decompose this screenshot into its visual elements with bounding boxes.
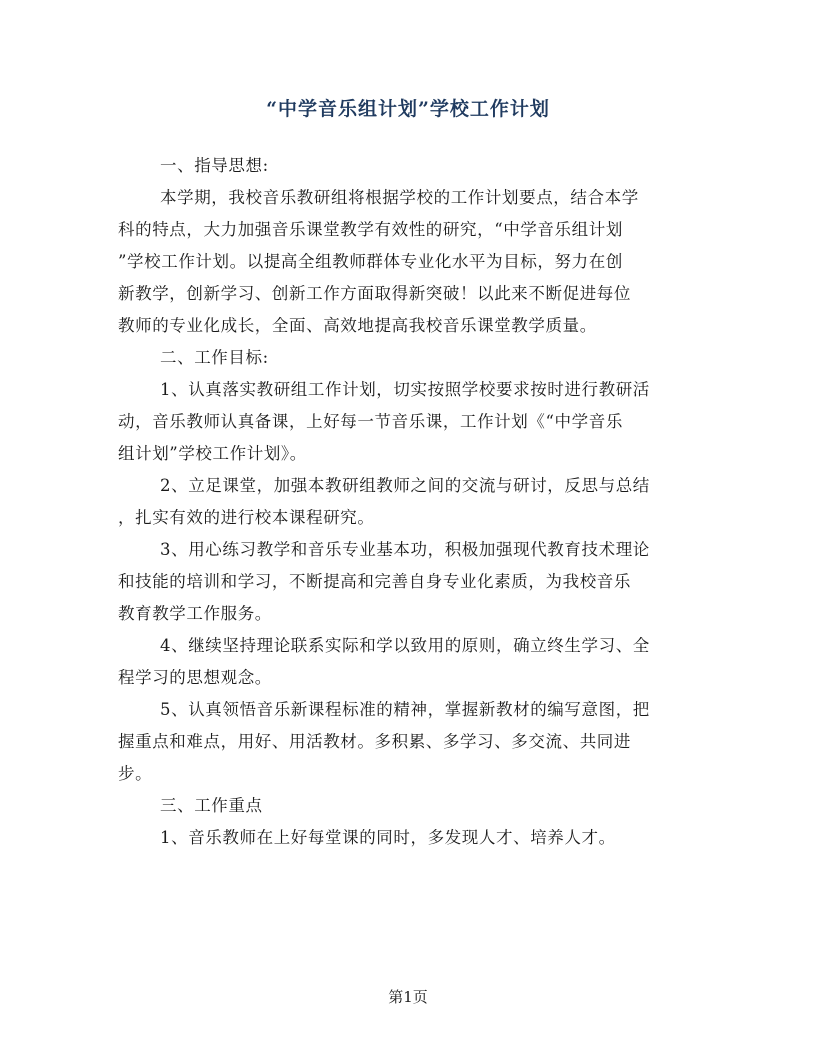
body-line: 2、立足课堂，加强本教研组教师之间的交流与研讨，反思与总结 [160, 476, 650, 495]
body-line: 本学期，我校音乐教研组将根据学校的工作计划要点，结合本学 [160, 188, 639, 207]
body-line: 1、认真落实教研组工作计划，切实按照学校要求按时进行教研活 [160, 380, 650, 399]
body-line: ，扎实有效的进行校本课程研究。 [118, 508, 375, 527]
document-title: “中学音乐组计划”学校工作计划 [266, 98, 550, 120]
body-line: 教师的专业化成长，全面、高效地提高我校音乐课堂教学质量。 [118, 316, 597, 335]
body-line: 1、音乐教师在上好每堂课的同时，多发现人才、培养人才。 [160, 828, 616, 847]
body-line: 3、用心练习教学和音乐专业基本功，积极加强现代教育技术理论 [160, 540, 650, 559]
body-line: 握重点和难点，用好、用活教材。多积累、多学习、多交流、共同进 [118, 732, 631, 751]
body-line: ”学校工作计划。以提高全组教师群体专业化水平为目标，努力在创 [118, 252, 623, 271]
body-line: 科的特点，大力加强音乐课堂教学有效性的研究，“中学音乐组计划 [118, 220, 623, 239]
body-line: 动，音乐教师认真备课，上好每一节音乐课，工作计划《“中学音乐 [118, 412, 623, 431]
body-line: 三、工作重点 [160, 796, 263, 815]
body-line: 程学习的思想观念。 [118, 668, 272, 687]
body-line: 二、工作目标: [160, 348, 269, 367]
body-line: 一、指导思想: [160, 156, 269, 175]
body-line: 教育教学工作服务。 [118, 604, 272, 623]
body-line: 5、认真领悟音乐新课程标准的精神，掌握新教材的编写意图，把 [160, 700, 650, 719]
document-body [118, 150, 698, 854]
body-line: 4、继续坚持理论联系实际和学以致用的原则，确立终生学习、全 [160, 636, 650, 655]
body-line: 和技能的培训和学习，不断提高和完善自身专业化素质，为我校音乐 [118, 572, 631, 591]
body-line: 组计划”学校工作计划》。 [118, 444, 307, 463]
page-number: 第1页 [388, 988, 428, 1006]
body-line: 新教学，创新学习、创新工作方面取得新突破！以此来不断促进每位 [118, 284, 631, 303]
body-line: 步。 [118, 764, 153, 783]
